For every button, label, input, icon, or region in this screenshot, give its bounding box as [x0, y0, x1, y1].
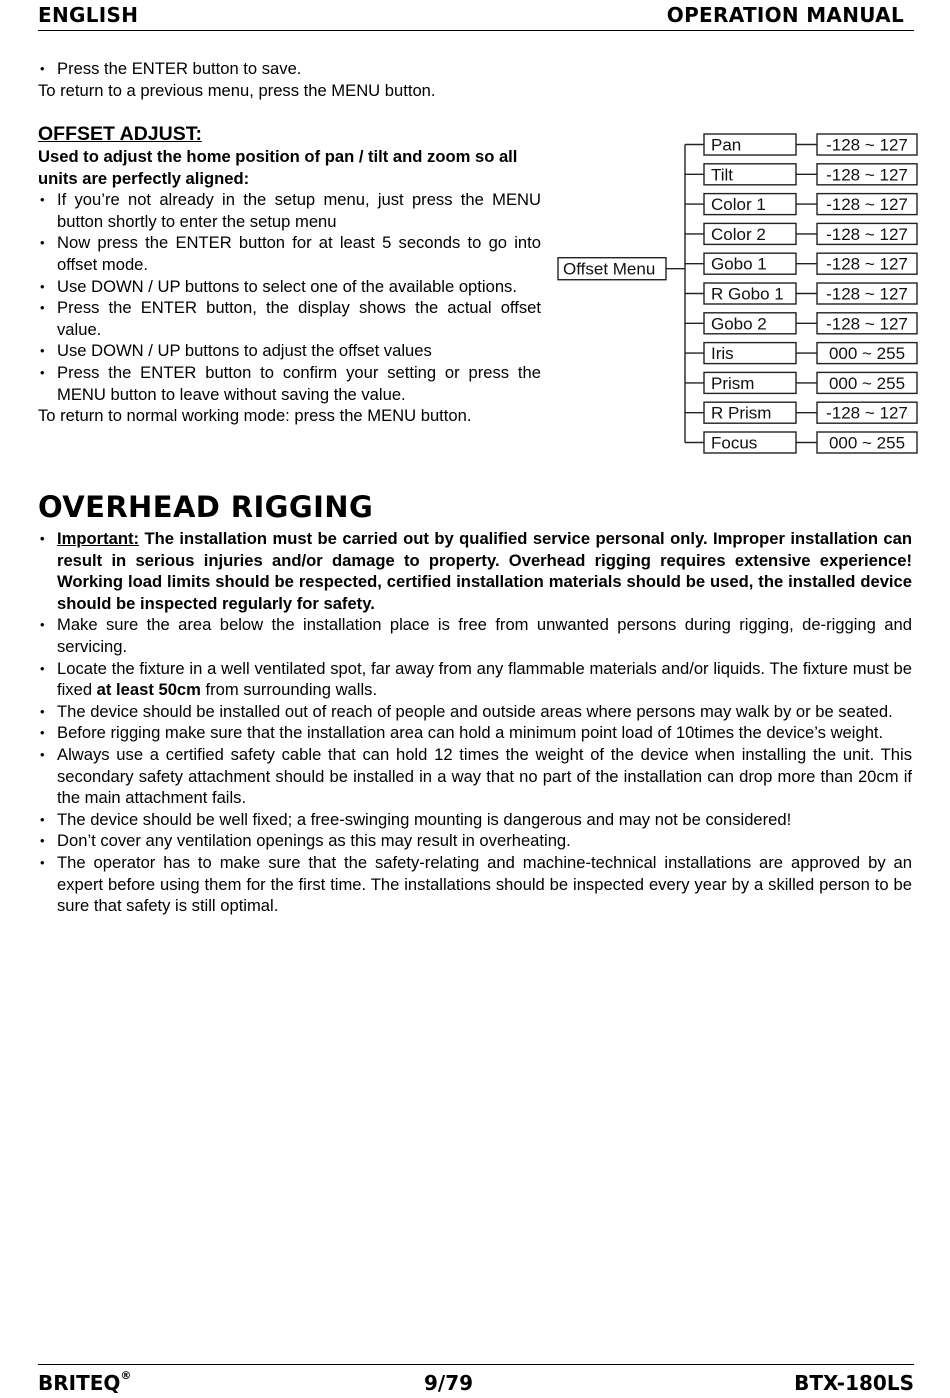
list-item: • Press the ENTER button to save.: [38, 58, 558, 80]
footer-model: BTX-180LS: [794, 1371, 914, 1395]
rigging-list: [38, 528, 912, 917]
range-value: -128 ~ 127: [826, 403, 908, 423]
footer-brand: [38, 1371, 131, 1395]
menu-item-label: Pan: [711, 135, 742, 155]
list-item: • Use DOWN / UP buttons to select one of the available options.: [38, 276, 541, 298]
range-value: -128 ~ 127: [826, 165, 908, 185]
root-label: Offset Menu: [563, 259, 656, 279]
top-instructions: [38, 58, 558, 101]
important-text: The installation must be carried out by qualified service personal only. Improper installation can result in serious injuries and/or damage to property. Overhead rigging requires extensive experience! Working load limits should be respected, certified installation materials should be used, the installed device should be inspected regularly for safety.: [57, 529, 912, 613]
section-heading: OVERHEAD RIGGING: [38, 490, 374, 524]
header-title: OPERATION MANUAL: [666, 3, 904, 27]
page-number: 9/79: [424, 1371, 474, 1395]
range-value: 000 ~ 255: [828, 373, 906, 393]
important-item: [38, 528, 912, 614]
section-heading: OFFSET ADJUST:: [38, 123, 202, 145]
section-intro: Used to adjust the home position of pan / tilt and zoom so all units are perfectly aligned:: [38, 147, 518, 188]
offset-menu-diagram: [555, 131, 921, 461]
menu-item-label: R Prism: [711, 403, 772, 423]
list-item: • The device should be installed out of reach of people and outside areas where persons may walk by or be seated.: [38, 701, 912, 723]
list-item: • The device should be well fixed; a free-swinging mounting is dangerous and may not be considered!: [38, 809, 912, 831]
top-bullet-list: [38, 58, 558, 80]
menu-item-label: Focus: [711, 433, 758, 453]
offset-steps-list: [38, 189, 541, 405]
return-normal-instruction: To return to normal working mode: press the MENU button.: [38, 406, 472, 426]
menu-item-label: Color 1: [711, 195, 766, 215]
important-label: Important:: [57, 529, 140, 548]
menu-item-label: R Gobo 1: [711, 284, 784, 304]
brand-name: BRITEQ: [38, 1371, 121, 1395]
item-text: Locate the fixture in a well ventilated spot, far away from any flammable materials and/or liquids. The fixture must be fixed: [57, 658, 912, 700]
menu-item-label: Iris: [711, 344, 734, 364]
list-item: • Always use a certified safety cable that can hold 12 times the weight of the device when installing the unit. This secondary safety attachment should be installed in a way that no part of the installation can drop more than 20cm if the main attachment fails.: [38, 744, 912, 809]
range-value: -128 ~ 127: [826, 284, 908, 304]
range-value: 000 ~ 255: [828, 433, 906, 453]
list-item: • The operator has to make sure that the safety-relating and machine-technical installations are approved by an expert before using them for the first time. The installations should be inspected every year by a skilled person to be sure that safety is still optimal.: [38, 852, 912, 917]
list-item: • Now press the ENTER button for at least 5 seconds to go into offset mode.: [38, 232, 541, 275]
range-value: -128 ~ 127: [826, 195, 908, 215]
header-language: ENGLISH: [38, 3, 139, 27]
menu-item-label: Tilt: [711, 165, 734, 185]
range-value: -128 ~ 127: [826, 254, 908, 274]
range-value: 000 ~ 255: [828, 344, 906, 364]
offset-menu-tree: [555, 131, 921, 461]
page-header: [38, 2, 914, 31]
range-value: -128 ~ 127: [826, 135, 908, 155]
list-item: • Before rigging make sure that the installation area can hold a minimum point load of 10times the device’s weight.: [38, 722, 912, 744]
list-item: • Don’t cover any ventilation openings as this may result in overheating.: [38, 830, 912, 852]
item-emphasis: at least 50cm: [96, 680, 201, 700]
registered-mark: ®: [120, 1369, 132, 1382]
list-item: • If you’re not already in the setup menu, just press the MENU button shortly to enter the setup menu: [38, 189, 541, 232]
return-instruction: To return to a previous menu, press the MENU button.: [38, 80, 436, 100]
menu-item-label: Gobo 1: [711, 254, 767, 274]
range-value: -128 ~ 127: [826, 224, 908, 244]
offset-adjust-section: [38, 122, 541, 427]
list-item: • Use DOWN / UP buttons to adjust the offset values: [38, 340, 541, 362]
list-item: • Press the ENTER button, the display shows the actual offset value.: [38, 297, 541, 340]
list-item: • Make sure the area below the installation place is free from unwanted persons during rigging, de-rigging and servicing.: [38, 614, 912, 657]
list-item: • Press the ENTER button to confirm your setting or press the MENU button to leave without saving the value.: [38, 362, 541, 405]
list-item: [38, 658, 912, 701]
page-footer: [38, 1364, 914, 1398]
item-text: from surrounding walls.: [200, 680, 378, 700]
overhead-rigging-section: [38, 490, 912, 917]
range-value: -128 ~ 127: [826, 314, 908, 334]
menu-item-label: Gobo 2: [711, 314, 767, 334]
menu-item-label: Prism: [711, 373, 755, 393]
menu-item-label: Color 2: [711, 224, 766, 244]
